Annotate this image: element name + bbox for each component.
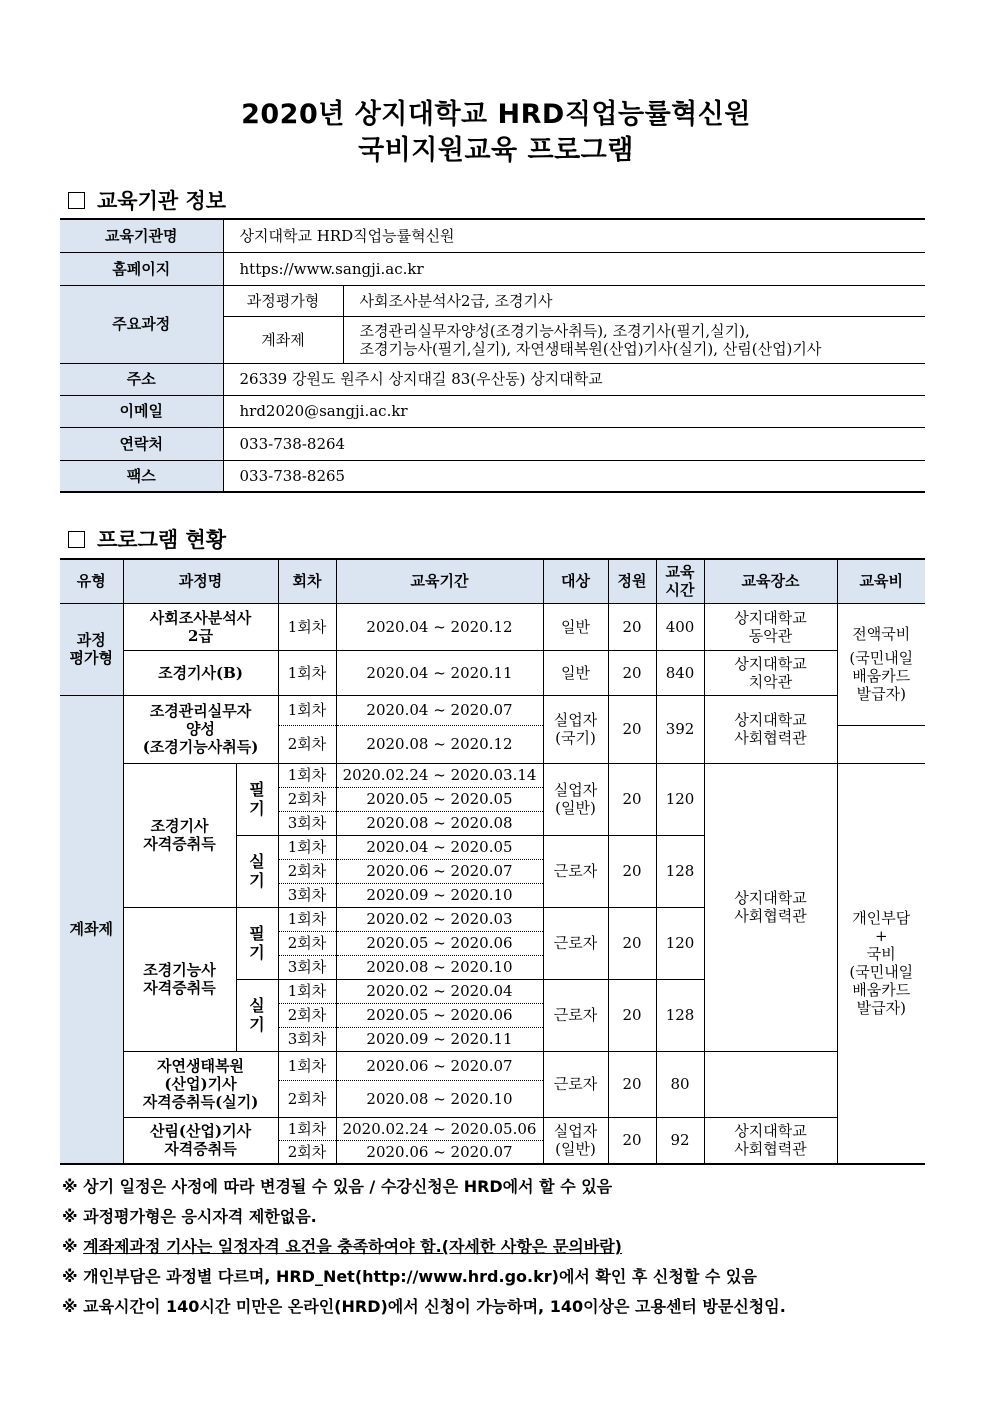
course-cell: 조경기사(B): [123, 650, 278, 695]
note-text: 교육시간이 140시간 미만은 온라인(HRD)에서 신청이 가능하며, 140이상은 고용센터 방문신청임.: [83, 1297, 786, 1316]
info-value-acct: [343, 316, 925, 363]
col-header-course: 과정명: [123, 559, 278, 603]
fee-line: 발급자): [856, 999, 906, 1018]
period-cell: 2020.02 ~ 2020.04: [336, 979, 543, 1003]
col-header-hours-line1: 교육: [665, 563, 695, 582]
round-cell: 1회차: [278, 603, 336, 650]
fee-line: (국민내일: [849, 649, 914, 667]
course-cell: [123, 907, 236, 1051]
course-line: 사회조사분석사: [149, 608, 252, 627]
place-line: 동악관: [748, 626, 793, 645]
hours-cell: 128: [656, 835, 704, 907]
exam-type-written: [236, 763, 278, 835]
place-line: 치악관: [748, 672, 793, 691]
capacity-cell: 20: [608, 650, 656, 695]
institution-info-table: [60, 218, 925, 493]
info-row-home: [60, 252, 925, 285]
round-cell: 1회차: [278, 650, 336, 695]
course-line: 자연생태복원: [157, 1057, 244, 1075]
exam-type-line: 기: [249, 943, 265, 962]
fee-line: 발급자): [856, 685, 906, 703]
exam-type-line: 기: [249, 871, 265, 890]
course-cell: [123, 763, 236, 907]
round-cell: 2회차: [278, 859, 336, 883]
hours-cell: 120: [656, 907, 704, 979]
checkbox-square-icon: [68, 531, 85, 548]
target-line: 실업자: [553, 711, 598, 729]
capacity-cell: 20: [608, 835, 656, 907]
info-value-addr: 26339 강원도 원주시 상지대길 83(우산동) 상지대학교: [223, 363, 925, 395]
program-table: [60, 558, 925, 1165]
info-label-acct: 계좌제: [223, 316, 343, 363]
round-cell: 2회차: [278, 725, 336, 763]
info-row-addr: [60, 363, 925, 395]
hours-cell: 120: [656, 763, 704, 835]
period-cell: 2020.06 ~ 2020.07: [336, 1051, 543, 1080]
period-cell: 2020.04 ~ 2020.11: [336, 650, 543, 695]
section-heading-info-text: 교육기관 정보: [97, 189, 227, 213]
place-cell: [704, 603, 837, 650]
info-row-eval: [60, 285, 925, 316]
place-line: 상지대학교: [734, 711, 807, 729]
place-cell: [704, 695, 837, 763]
course-line: 자격증취득: [143, 979, 216, 997]
fee-line: 개인부담: [852, 909, 911, 928]
hours-cell: 840: [656, 650, 704, 695]
course-cell: [123, 1117, 278, 1164]
course-line: 양성: [186, 720, 215, 738]
info-label-home: 홈페이지: [60, 252, 223, 285]
target-line: (일반): [555, 1140, 596, 1159]
target-cell: 일반: [543, 603, 608, 650]
place-line: 사회협력관: [734, 729, 807, 747]
period-cell: 2020.05 ~ 2020.06: [336, 931, 543, 955]
period-cell: 2020.08 ~ 2020.10: [336, 1080, 543, 1117]
place-cell: [704, 650, 837, 695]
info-value-fax: 033-738-8265: [223, 460, 925, 492]
period-cell: 2020.08 ~ 2020.12: [336, 725, 543, 763]
type-cell-acct: 계좌제: [60, 695, 123, 1164]
info-value-email[interactable]: hrd2020@sangji.ac.kr: [223, 395, 925, 427]
round-cell: 2회차: [278, 787, 336, 811]
exam-type-line: 기: [249, 799, 265, 818]
period-cell: 2020.09 ~ 2020.10: [336, 883, 543, 907]
info-value-tel: 033-738-8264: [223, 427, 925, 460]
note-4: [62, 1262, 786, 1292]
exam-type-line: 실: [249, 995, 265, 1015]
hours-cell: 80: [656, 1051, 704, 1117]
capacity-cell: 20: [608, 763, 656, 835]
type-cell-eval: [60, 603, 123, 695]
period-cell: 2020.08 ~ 2020.10: [336, 955, 543, 979]
period-cell: 2020.02.24 ~ 2020.05.06: [336, 1117, 543, 1140]
hours-cell: 400: [656, 603, 704, 650]
round-cell: 3회차: [278, 811, 336, 835]
note-text: 개인부담은 과정별 다르며, HRD_Net(http://www.hrd.go.kr)에서 확인 후 신청할 수 있음: [83, 1267, 757, 1286]
round-cell: 2회차: [278, 931, 336, 955]
info-row-org: [60, 219, 925, 252]
place-line: 상지대학교: [734, 1122, 807, 1141]
target-cell: [543, 695, 608, 763]
round-cell: 1회차: [278, 835, 336, 859]
fee-line: +: [874, 927, 888, 946]
period-cell: 2020.05 ~ 2020.06: [336, 1003, 543, 1027]
fee-cell-acct: [837, 763, 925, 1164]
hours-cell: 128: [656, 979, 704, 1051]
target-line: 실업자: [553, 781, 598, 799]
course-line: 조경관리실무자: [149, 702, 252, 720]
period-cell: 2020.02 ~ 2020.03: [336, 907, 543, 931]
col-header-fee: 교육비: [837, 559, 925, 603]
place-cell: [704, 763, 837, 1051]
target-line: 실업자: [553, 1122, 598, 1141]
type-eval-line2: 평가형: [69, 649, 113, 667]
target-cell: 근로자: [543, 835, 608, 907]
place-line: 사회협력관: [734, 907, 807, 925]
info-row-tel: [60, 427, 925, 460]
info-label-tel: 연락처: [60, 427, 223, 460]
capacity-cell: 20: [608, 603, 656, 650]
fee-cell-eval: [837, 603, 925, 725]
info-label-org: 교육기관명: [60, 219, 223, 252]
place-line: 상지대학교: [734, 654, 807, 673]
round-cell: 1회차: [278, 763, 336, 787]
table-row: [60, 603, 925, 650]
info-value-acct-line1: 조경관리실무자양성(조경기능사취득), 조경기사(필기,실기),: [359, 321, 750, 340]
course-line: 자격증취득: [164, 1140, 237, 1159]
col-header-target: 대상: [543, 559, 608, 603]
table-row: [60, 1117, 925, 1140]
target-cell: [543, 763, 608, 835]
course-cell: [123, 603, 278, 650]
round-cell: 1회차: [278, 1051, 336, 1080]
exam-type-line: 실: [249, 851, 265, 871]
hours-cell: 92: [656, 1117, 704, 1164]
round-cell: 1회차: [278, 1117, 336, 1140]
table-row: [60, 1051, 925, 1080]
capacity-cell: 20: [608, 979, 656, 1051]
round-cell: 1회차: [278, 979, 336, 1003]
type-eval-line1: 과정: [76, 631, 106, 649]
exam-type-line: 필: [249, 779, 265, 799]
hours-cell: 392: [656, 695, 704, 763]
note-mark: ※: [62, 1177, 78, 1196]
capacity-cell: 20: [608, 1117, 656, 1164]
note-mark: ※: [62, 1297, 78, 1316]
col-header-period: 교육기간: [336, 559, 543, 603]
course-cell: [123, 695, 278, 763]
info-label-eval: 과정평가형: [223, 285, 343, 316]
col-header-round: 회차: [278, 559, 336, 603]
info-label-fax: 팩스: [60, 460, 223, 492]
fee-line: 국비: [866, 945, 896, 964]
exam-type-written: [236, 907, 278, 979]
info-value-eval: 사회조사분석사2급, 조경기사: [343, 285, 925, 316]
target-line: (일반): [555, 799, 596, 817]
round-cell: 3회차: [278, 883, 336, 907]
course-line: (조경기능사취득): [142, 738, 259, 756]
round-cell: 3회차: [278, 955, 336, 979]
info-label-course: 주요과정: [60, 285, 223, 363]
period-cell: 2020.06 ~ 2020.07: [336, 1140, 543, 1164]
target-cell: 근로자: [543, 907, 608, 979]
course-line: 산림(산업)기사: [149, 1122, 252, 1141]
note-text: 계좌제과정 기사는 일정자격 요건을 충족하여야 함.(자세한 사항은 문의바람): [83, 1237, 622, 1256]
section-heading-program-text: 프로그램 현황: [97, 528, 227, 552]
place-line: 상지대학교: [734, 608, 807, 627]
fee-line: 전액국비: [852, 625, 911, 643]
table-row: [60, 695, 925, 725]
course-line: (산업)기사: [164, 1075, 237, 1093]
exam-type-line: 필: [249, 923, 265, 943]
period-cell: 2020.08 ~ 2020.08: [336, 811, 543, 835]
fee-line: 배움카드: [852, 981, 911, 1000]
fee-line: (국민내일: [849, 963, 914, 982]
note-text: 과정평가형은 응시자격 제한없음.: [83, 1207, 317, 1226]
round-cell: 1회차: [278, 695, 336, 725]
notes-list: [62, 1172, 786, 1322]
info-label-addr: 주소: [60, 363, 223, 395]
place-line: 상지대학교: [734, 889, 807, 907]
exam-type-practical: [236, 979, 278, 1051]
section-heading-program: [68, 524, 226, 554]
note-mark: ※: [62, 1207, 78, 1226]
fee-line: 배움카드: [852, 667, 911, 685]
section-heading-info: [68, 185, 226, 215]
table-row: [60, 763, 925, 787]
round-cell: 1회차: [278, 907, 336, 931]
target-cell: 근로자: [543, 1051, 608, 1117]
course-line: 2급: [188, 626, 213, 645]
course-line: 자격증취득: [143, 835, 216, 853]
checkbox-square-icon: [68, 192, 85, 209]
round-cell: 2회차: [278, 1080, 336, 1117]
info-value-home[interactable]: https://www.sangji.ac.kr: [223, 252, 925, 285]
period-cell: 2020.04 ~ 2020.07: [336, 695, 543, 725]
capacity-cell: 20: [608, 1051, 656, 1117]
note-mark: ※: [62, 1267, 78, 1286]
note-3: [62, 1232, 786, 1262]
note-text: 상기 일정은 사정에 따라 변경될 수 있음 / 수강신청은 HRD에서 할 수 있음: [83, 1177, 613, 1196]
table-row: [60, 650, 925, 695]
exam-type-line: 기: [249, 1015, 265, 1034]
course-line: 조경기사: [150, 817, 209, 835]
page-title-line1: 2020년 상지대학교 HRD직업능률혁신원: [241, 99, 751, 130]
period-cell: 2020.09 ~ 2020.11: [336, 1027, 543, 1051]
target-cell: 근로자: [543, 979, 608, 1051]
info-row-fax: [60, 460, 925, 492]
course-line: 조경기능사: [143, 961, 216, 979]
period-cell: 2020.04 ~ 2020.05: [336, 835, 543, 859]
col-header-place: 교육장소: [704, 559, 837, 603]
note-5: [62, 1292, 786, 1322]
place-cell: [704, 1117, 837, 1164]
course-line: 자격증취득(실기): [142, 1093, 259, 1111]
capacity-cell: 20: [608, 907, 656, 979]
period-cell: 2020.04 ~ 2020.12: [336, 603, 543, 650]
note-2: [62, 1202, 786, 1232]
course-cell: [123, 1051, 278, 1117]
col-header-type: 유형: [60, 559, 123, 603]
target-cell: [543, 1117, 608, 1164]
round-cell: 2회차: [278, 1140, 336, 1164]
info-label-email: 이메일: [60, 395, 223, 427]
period-cell: 2020.05 ~ 2020.05: [336, 787, 543, 811]
note-1: [62, 1172, 786, 1202]
info-value-org: 상지대학교 HRD직업능률혁신원: [223, 219, 925, 252]
place-line: 사회협력관: [734, 1140, 807, 1159]
page-title-line2: 국비지원교육 프로그램: [358, 135, 634, 166]
program-header-row: [60, 559, 925, 603]
info-row-email: [60, 395, 925, 427]
target-line: (국기): [555, 729, 596, 747]
round-cell: 3회차: [278, 1027, 336, 1051]
round-cell: 2회차: [278, 1003, 336, 1027]
col-header-hours: [656, 559, 704, 603]
period-cell: 2020.06 ~ 2020.07: [336, 859, 543, 883]
note-mark: ※: [62, 1237, 78, 1256]
exam-type-practical: [236, 835, 278, 907]
capacity-cell: 20: [608, 695, 656, 763]
target-cell: 일반: [543, 650, 608, 695]
period-cell: 2020.02.24 ~ 2020.03.14: [336, 763, 543, 787]
col-header-capacity: 정원: [608, 559, 656, 603]
info-value-acct-line2: 조경기능사(필기,실기), 자연생태복원(산업)기사(실기), 산림(산업)기사: [359, 339, 822, 358]
col-header-hours-line2: 시간: [665, 581, 695, 600]
